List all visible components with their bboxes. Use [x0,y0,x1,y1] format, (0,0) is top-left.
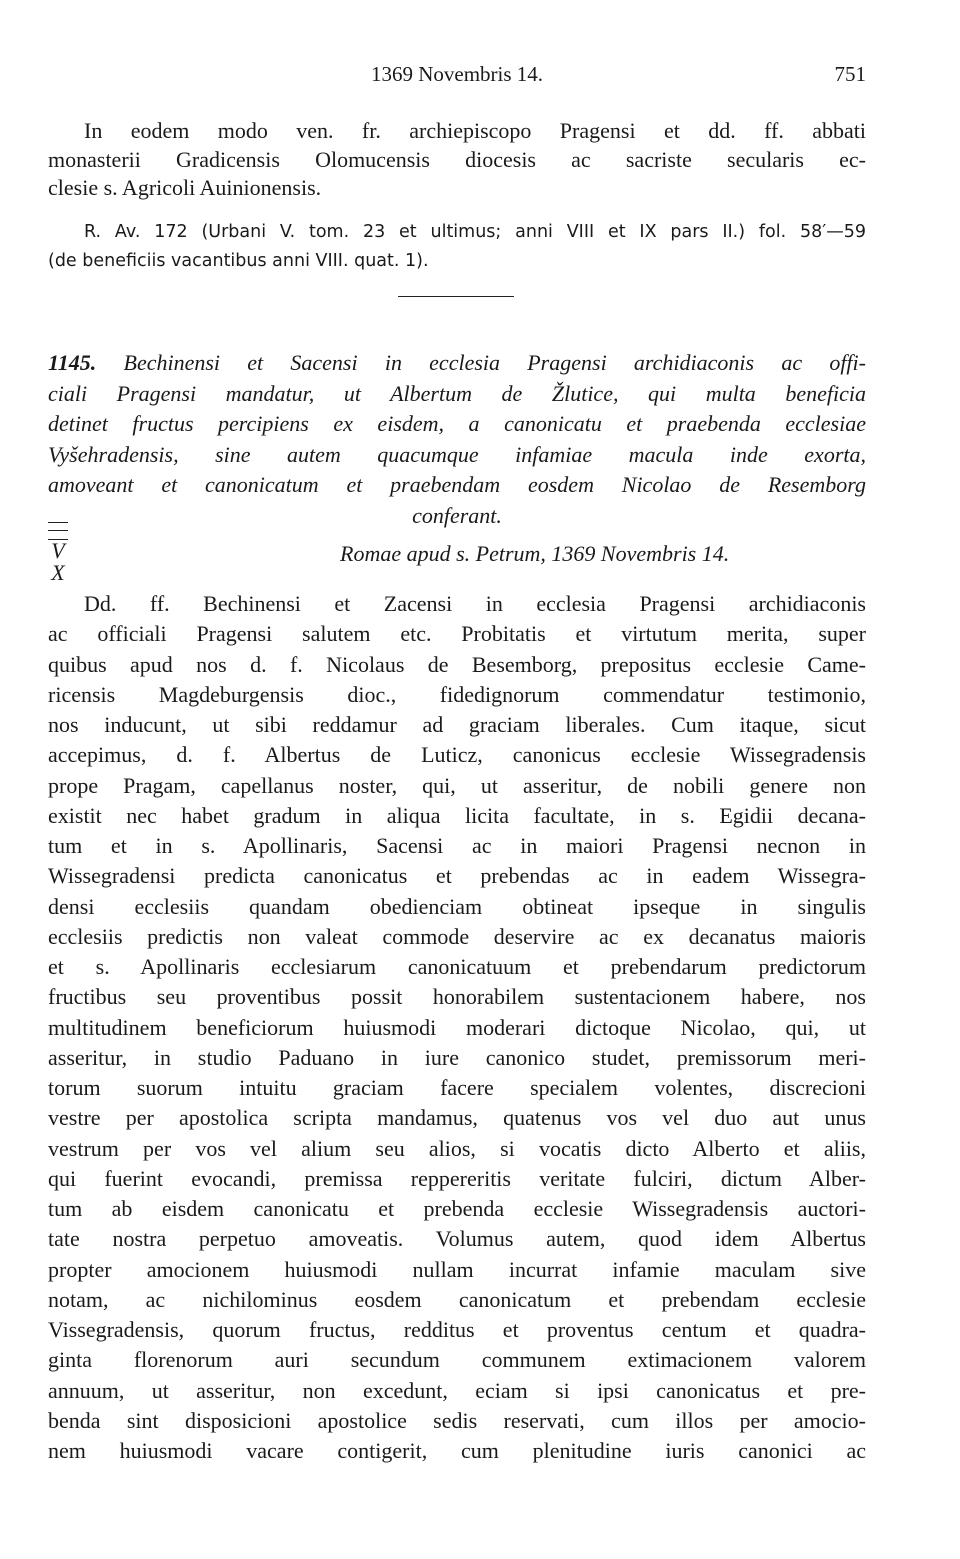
text-line: et s. Apollinaris ecclesiarum canonicatuum et prebendarum predictorum [48,954,866,979]
text-line: fructibus seu proventibus possit honorabilem sustentacionem habere, nos [48,984,866,1010]
text-line: annuum, ut asseritur, non excedunt, eciam si ipsi canonicatus et pre- [48,1377,866,1403]
entry-body-text [48,589,866,1466]
text-line: prope Pragam, capellanus noster, qui, ut asseritur, de nobili genere non [48,772,866,798]
text-line: Wissegradensi predicta canonicatus et prebendas ac in eadem Wissegra- [48,863,866,889]
page-number: 751 [834,62,866,86]
text-line: In eodem modo ven. fr. archiepiscopo Pragensi et dd. ff. abbati [84,118,866,143]
regest-line: detinet fructus percipiens ex eisdem, a canonicatu et praebenda ecclesiae [48,411,866,436]
text-line: quibus apud nos d. f. Nicolaus de Besemborg, prepositus ecclesie Came- [48,651,866,677]
text-line: benda sint disposicioni apostolice sedis reservati, cum illos per amocio- [48,1407,866,1433]
text-line: existit nec habet gradum in aliqua licita facultate, in s. Egidii decana- [48,802,866,828]
text-line: ac officiali Pragensi salutem etc. Probitatis et virtutum merita, super [48,621,866,647]
text-line: vestre per apostolica scripta mandamus, quatenus vos vel duo aut unus [48,1105,866,1131]
regest-line: Vyšehradensis, sine autem quacumque infamiae macula inde exorta, [48,441,866,467]
source-line: R. Av. 172 (Urbani V. tom. 23 et ultimus; anni VIII et IX pars II.) fol. 58′—59 [84,222,866,242]
entry-number: 1145. [48,350,97,375]
text-line: multitudinem beneficiorum huiusmodi moderari dictoque Nicolao, qui, ut [48,1014,866,1040]
entry-regest [48,348,866,531]
text-line: nem huiusmodi vacare contigerit, cum plenitudine iuris canonici ac [48,1438,866,1463]
running-head [48,62,866,92]
triple-bar-mark [48,522,68,540]
text-line: Dd. ff. Bechinensi et Zacensi in ecclesia Pragensi archidiaconis [84,591,866,616]
text-line: tate nostra perpetuo amoveatis. Volumus autem, quod idem Albertus [48,1226,866,1252]
dating-line: Romae apud s. Petrum, 1369 Novembris 14. [340,541,730,566]
text-line: torum suorum intuitu graciam facere specialem volentes, discrecioni [48,1075,866,1100]
marginal-letter: V [51,538,65,563]
text-line: accepimus, d. f. Albertus de Luticz, canonicus ecclesie Wissegradensis [48,742,866,768]
source-line: (de beneficiis vacantibus anni VIII. quat. 1). [48,251,429,271]
text-line: ecclesiis predictis non valeat commode deservire ac ex decanatus maioris [48,923,866,949]
regest-line: conferant. [412,502,502,528]
text-line: asseritur, in studio Paduano in iure canonico studet, premissorum meri- [48,1044,866,1070]
regest-text: Bechinensi et Sacensi in ecclesia Pragensi archidiaconis ac offi- [96,350,866,375]
text-line: Vissegradensis, quorum fructus, redditus et proventus centum et quadra- [48,1317,866,1342]
previous-entry-text [48,117,866,203]
text-line: qui fuerint evocandi, premissa reppereritis veritate fulciri, dictum Alber- [48,1165,866,1191]
text-line: densi ecclesiis quandam obedienciam obtineat ipseque in singulis [48,893,866,919]
running-head-date: 1369 Novembris 14. [370,62,544,86]
regest-line [48,348,866,379]
text-line: notam, ac nichilominus eosdem canonicatum et prebendam ecclesie [48,1286,866,1312]
text-line: propter amocionem huiusmodi nullam incurrat infamie maculam sive [48,1256,866,1282]
text-line: ricensis Magdeburgensis dioc., fidedignorum commendatur testimonio, [48,681,866,707]
text-line: vestrum per vos vel alium seu alios, si vocatis dicto Alberto et aliis, [48,1135,866,1161]
text-line: monasterii Gradicensis Olomucensis diocesis ac sacriste secularis ec- [48,146,866,172]
regest-line: amoveant et canonicatum et praebendam eosdem Nicolao de Resemborg [48,472,866,497]
text-line: tum et in s. Apollinaris, Sacensi ac in maiori Pragensi necnon in [48,833,866,858]
marginal-letter: X [51,560,65,585]
text-line: ginta florenorum auri secundum communem extimacionem valorem [48,1347,866,1373]
section-divider [398,296,514,297]
text-line: clesie s. Agricoli Auinionensis. [48,175,322,200]
text-line: nos inducunt, ut sibi reddamur ad graciam liberales. Cum itaque, sicut [48,712,866,737]
regest-line: ciali Pragensi mandatur, ut Albertum de Žlutice, qui multa beneficia [48,380,866,406]
text-line: tum ab eisdem canonicatu et prebenda ecclesie Wissegradensis auctori- [48,1196,866,1221]
source-reference [48,218,866,276]
marginal-note [48,522,68,584]
